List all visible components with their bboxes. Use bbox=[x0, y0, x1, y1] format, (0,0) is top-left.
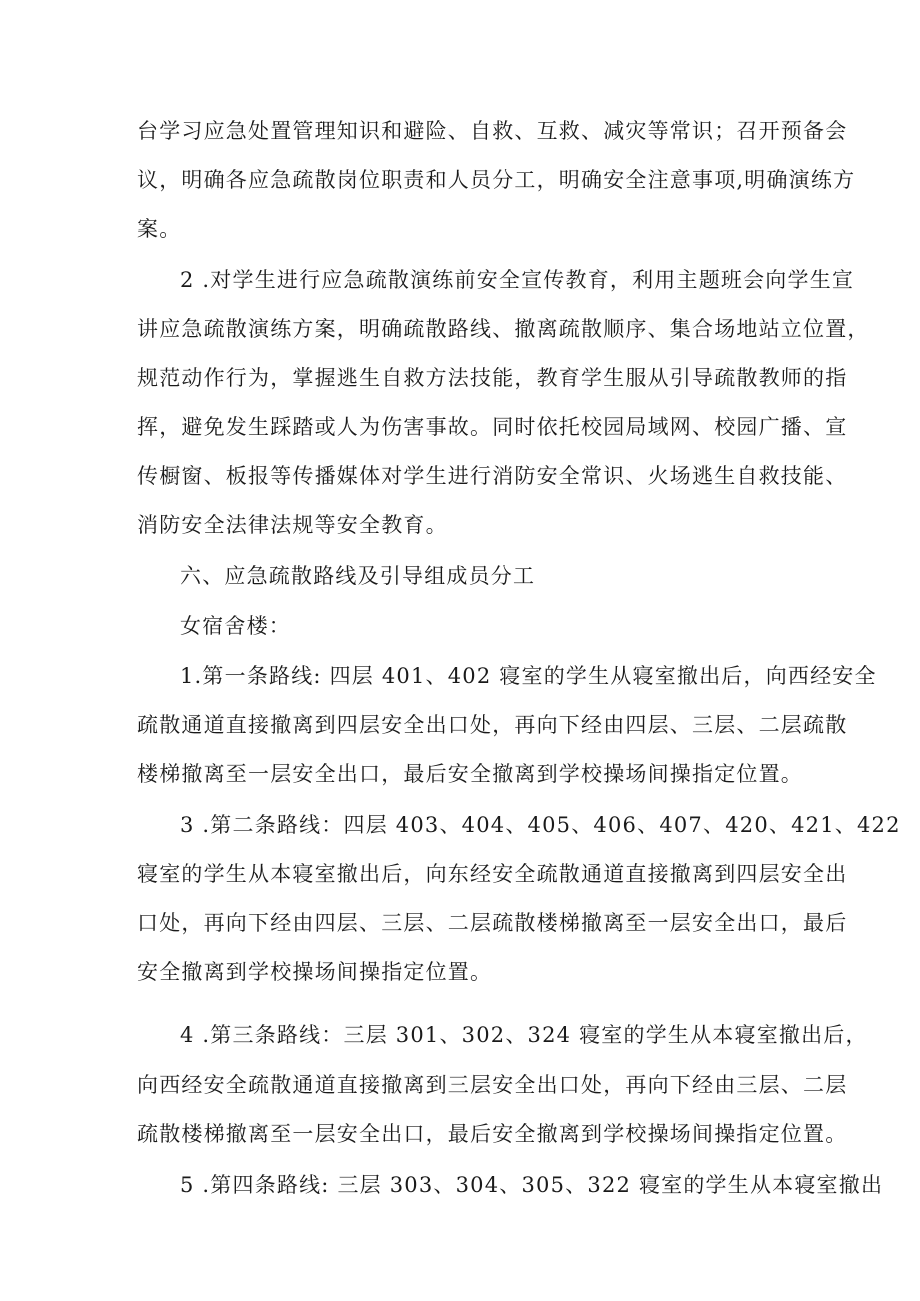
text-line: 3 .第二条路线：四层 403、404、405、406、407、420、421、422 bbox=[180, 813, 901, 837]
text-line: 5 .第四条路线: 三层 303、304、305、322 寝室的学生从本寝室撤出 bbox=[180, 1173, 884, 1197]
text-line: 传橱窗、板报等传播媒体对学生进行消防安全常识、火场逃生自救技能、 bbox=[137, 464, 848, 488]
text-line: 安全撤离到学校操场间操指定位置。 bbox=[137, 960, 493, 984]
subsection-heading: 女宿舍楼： bbox=[180, 614, 291, 638]
text-line: 挥，避免发生踩踏或人为伤害事故。同时依托校园局域网、校园广播、宣 bbox=[137, 415, 848, 439]
text-line: 疏散楼梯撤离至一层安全出口，最后安全撤离到学校操场间操指定位置。 bbox=[137, 1122, 848, 1146]
text-line: 1.第一条路线: 四层 401、402 寝室的学生从寝室撤出后，向西经安全 bbox=[180, 664, 877, 688]
section-heading: 六、应急疏散路线及引导组成员分工 bbox=[180, 564, 536, 588]
text-line: 2 .对学生进行应急疏散演练前安全宣传教育，利用主题班会向学生宣 bbox=[180, 268, 855, 292]
text-line: 寝室的学生从本寝室撤出后，向东经安全疏散通道直接撤离到四层安全出 bbox=[137, 862, 848, 886]
text-line: 消防安全法律法规等安全教育。 bbox=[137, 513, 448, 537]
text-line: 4 .第三条路线：三层 301、302、324 寝室的学生从本寝室撤出后， bbox=[180, 1023, 868, 1047]
text-line: 规范动作行为，掌握逃生自救方法技能，教育学生服从引导疏散教师的指 bbox=[137, 366, 848, 390]
text-line: 向西经安全疏散通道直接撤离到三层安全出口处，再向下经由三层、二层 bbox=[137, 1073, 848, 1097]
text-line: 口处，再向下经由四层、三层、二层疏散楼梯撤离至一层安全出口，最后 bbox=[137, 911, 848, 935]
text-line: 讲应急疏散演练方案，明确疏散路线、撤离疏散顺序、集合场地站立位置， bbox=[137, 317, 870, 341]
text-line: 议，明确各应急疏散岗位职责和人员分工，明确安全注意事项,明确演练方 bbox=[137, 168, 856, 192]
text-line: 台学习应急处置管理知识和避险、自救、互救、减灾等常识；召开预备会 bbox=[137, 119, 848, 143]
text-line: 案。 bbox=[137, 217, 182, 241]
text-line: 疏散通道直接撤离到四层安全出口处，再向下经由四层、三层、二层疏散 bbox=[137, 713, 848, 737]
text-line: 楼梯撤离至一层安全出口，最后安全撤离到学校操场间操指定位置。 bbox=[137, 762, 803, 786]
